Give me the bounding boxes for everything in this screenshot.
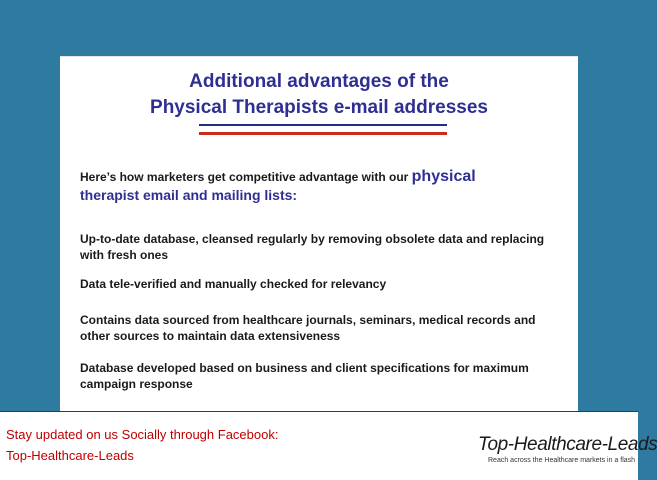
slide-card (60, 56, 578, 423)
social-follow-name[interactable]: Top-Healthcare-Leads (6, 448, 134, 463)
logo-tagline: Reach across the Healthcare markets in a flash (488, 457, 636, 464)
bullet-item: Database developed based on business and client specifications for maximum campaign response (80, 361, 529, 391)
company-logo (462, 420, 657, 472)
logo-name: Top-Healthcare-Leads (478, 434, 657, 455)
slide-title-line-2: Physical Therapists e-mail addresses (150, 97, 488, 118)
title-underline-blue (199, 124, 447, 126)
bullet-item: Up-to-date database, cleansed regularly by removing obsolete data and replacing with fresh ones (80, 232, 545, 262)
social-follow-text: Stay updated on us Socially through Facebook: (6, 427, 279, 442)
intro-highlight-physical: physical (411, 168, 476, 185)
intro-prefix: Here’s how marketers get competitive advantage with our (80, 170, 412, 184)
slide-title-line-1: Additional advantages of the (189, 71, 449, 92)
intro-highlight-therapist: therapist (80, 187, 140, 203)
bullet-item: Contains data sourced from healthcare journals, seminars, medical records and other sources to maintain data extensiveness (80, 313, 536, 343)
intro-text (80, 168, 560, 205)
title-underline-red (199, 132, 447, 135)
bullet-item: Data tele-verified and manually checked for relevancy (80, 277, 387, 291)
footer-bar (0, 411, 657, 480)
intro-suffix: email and mailing lists: (139, 187, 298, 203)
